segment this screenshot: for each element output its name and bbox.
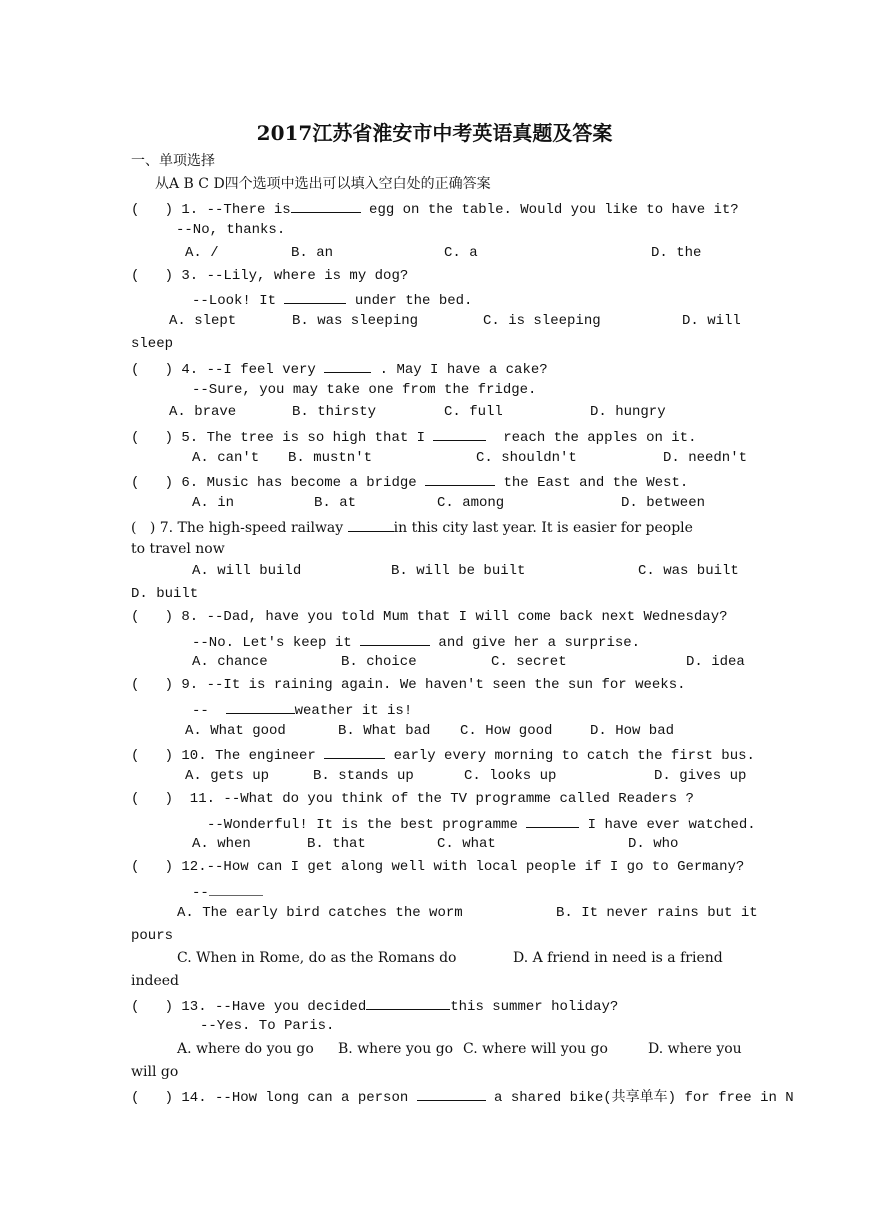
answer-blank	[425, 473, 495, 486]
option-d: D. gives up	[654, 768, 747, 784]
option-c: C. When in Rome, do as the Romans do	[177, 950, 457, 966]
option-b: B. It never rains but it	[556, 905, 758, 921]
answer-blank	[284, 291, 346, 304]
answer-blank	[417, 1088, 486, 1101]
question-10: ( ) 10. The engineer early every morning to catch the first bus.	[131, 748, 755, 764]
option-a: A. can't	[192, 450, 260, 466]
question-3-reply: --Look! It under the bed.	[192, 293, 473, 309]
option-a: A. The early bird catches the worm	[177, 905, 463, 921]
question-12-reply: --	[192, 883, 263, 900]
instruction: 从A B C D四个选项中选出可以填入空白处的正确答案	[155, 176, 491, 192]
option-d: D. will	[682, 313, 741, 329]
option-c: C. what	[437, 836, 496, 852]
question-7: ( ) 7. The high-speed railway in this city last year. It is easier for people	[131, 520, 693, 536]
answer-blank	[291, 200, 361, 213]
option-d: D. built	[131, 586, 199, 602]
question-4-reply: --Sure, you may take one from the fridge.	[192, 382, 537, 398]
answer-blank	[226, 701, 295, 714]
option-d-wrap: will go	[131, 1064, 179, 1080]
option-c: C. a	[444, 245, 478, 261]
question-1: ( ) 1. --There is egg on the table. Would you like to have it?	[131, 202, 739, 218]
answer-blank	[348, 519, 394, 532]
option-c: C. How good	[460, 723, 553, 739]
question-11: ( ) 11. --What do you think of the TV programme called Readers ?	[131, 791, 694, 807]
option-d-wrap: sleep	[131, 336, 174, 352]
option-c: C. shouldn't	[476, 450, 577, 466]
option-a: A. gets up	[185, 768, 270, 784]
option-b: B. was sleeping	[292, 313, 419, 329]
option-a: A. What good	[185, 723, 286, 739]
option-b: B. stands up	[313, 768, 414, 784]
option-a: A. /	[185, 245, 219, 261]
option-c: C. full	[444, 404, 503, 420]
option-a: A. will build	[192, 563, 302, 579]
question-4: ( ) 4. --I feel very . May I have a cake?	[131, 362, 548, 378]
page-title: 2017江苏省淮安市中考英语真题及答案	[256, 121, 613, 145]
answer-blank	[324, 360, 371, 373]
option-c: C. secret	[491, 654, 567, 670]
question-8: ( ) 8. --Dad, have you told Mum that I will come back next Wednesday?	[131, 609, 728, 625]
option-b: B. What bad	[338, 723, 431, 739]
option-b: B. an	[291, 245, 334, 261]
answer-blank	[209, 883, 263, 896]
question-8-reply: --No. Let's keep it and give her a surprise.	[192, 635, 641, 651]
option-b: B. choice	[341, 654, 417, 670]
option-b: B. where you go	[338, 1041, 454, 1057]
option-b: B. thirsty	[292, 404, 377, 420]
option-a: A. slept	[169, 313, 237, 329]
option-d: D. How bad	[590, 723, 675, 739]
option-b-wrap: pours	[131, 928, 174, 944]
option-d: D. A friend in need is a friend	[513, 950, 723, 966]
answer-blank	[366, 997, 450, 1010]
option-b: B. will be built	[391, 563, 526, 579]
question-6: ( ) 6. Music has become a bridge the East and the West.	[131, 475, 689, 491]
option-a: A. brave	[169, 404, 237, 420]
question-14: ( ) 14. --How long can a person a shared bike(共享单车) for free in N	[131, 1090, 794, 1106]
question-9: ( ) 9. --It is raining again. We haven't seen the sun for weeks.	[131, 677, 686, 693]
option-d: D. the	[651, 245, 702, 261]
option-d-wrap: indeed	[131, 973, 179, 989]
option-b: B. at	[314, 495, 357, 511]
question-1-reply: --No, thanks.	[176, 222, 286, 238]
question-13-reply: --Yes. To Paris.	[200, 1018, 335, 1034]
option-d: D. between	[621, 495, 706, 511]
question-3: ( ) 3. --Lily, where is my dog?	[131, 268, 409, 284]
option-c: C. looks up	[464, 768, 557, 784]
option-d: D. where you	[648, 1041, 742, 1057]
question-13: ( ) 13. --Have you decided this summer holiday?	[131, 999, 619, 1015]
option-d: D. idea	[686, 654, 745, 670]
answer-blank	[433, 428, 486, 441]
question-11-reply: --Wonderful! It is the best programme I have ever watched.	[207, 817, 756, 833]
question-9-reply: -- weather it is!	[192, 703, 413, 719]
option-d: D. who	[628, 836, 679, 852]
option-a: A. where do you go	[177, 1041, 314, 1057]
option-a: A. when	[192, 836, 251, 852]
question-12: ( ) 12.--How can I get along well with local people if I go to Germany?	[131, 859, 745, 875]
answer-blank	[324, 746, 385, 759]
question-7-wrap: to travel now	[131, 541, 225, 557]
option-b: B. that	[307, 836, 366, 852]
section-heading: 一、单项选择	[131, 153, 215, 169]
answer-blank	[526, 815, 579, 828]
option-a: A. in	[192, 495, 235, 511]
option-d: D. needn't	[663, 450, 748, 466]
option-c: C. where will you go	[463, 1041, 608, 1057]
question-5: ( ) 5. The tree is so high that I reach the apples on it.	[131, 430, 697, 446]
option-c: C. among	[437, 495, 505, 511]
answer-blank	[360, 633, 430, 646]
option-a: A. chance	[192, 654, 268, 670]
option-b: B. mustn't	[288, 450, 373, 466]
option-d: D. hungry	[590, 404, 666, 420]
option-c: C. is sleeping	[483, 313, 601, 329]
option-c: C. was built	[638, 563, 739, 579]
